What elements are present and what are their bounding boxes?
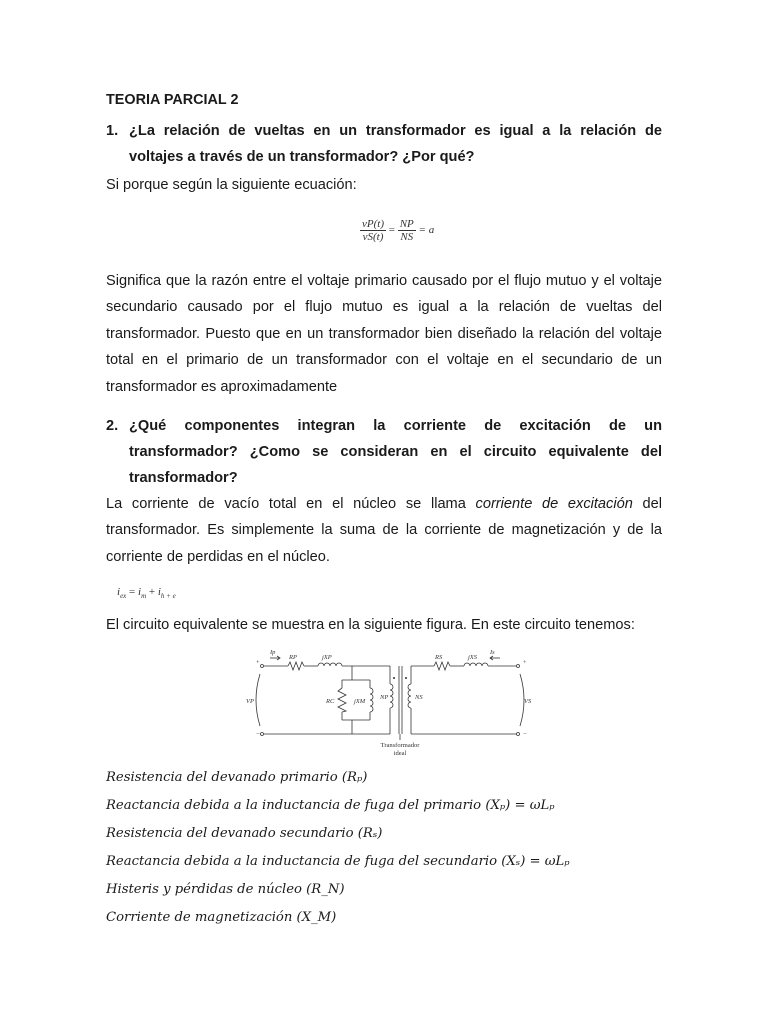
emphasis-term: corriente de excitación: [475, 496, 633, 512]
plus-sign: +: [256, 659, 260, 666]
definition-item: Resistencia del devanado secundario (Rₛ): [106, 826, 383, 841]
equivalent-circuit-diagram: [244, 640, 534, 758]
definition-item: Reactancia debida a la inductancia de fuga del primario (Xₚ) = ωLₚ: [106, 798, 555, 813]
answer-intro: Si porque según la siguiente ecuación:: [106, 177, 357, 193]
definition-item: Reactancia debida a la inductancia de fuga del secundario (Xₛ) = ωLₚ: [106, 854, 570, 869]
paragraph-line: corriente de perdidas en el núcleo.: [106, 548, 330, 565]
paragraph-line: total en el primario de un transformador con el voltaje en el secundario de un: [106, 352, 662, 369]
vp-label: VP: [246, 698, 254, 705]
rc-label: RC: [326, 698, 335, 705]
voltage-ratio-equation: $\frac{vP(t)}{vS(t)}$ = $\frac{NP}{NS}$ = a: [362, 218, 435, 243]
question-line: ¿La relación de vueltas en un transformador es igual a la relación de: [129, 123, 662, 139]
question-number: 2.: [106, 418, 119, 434]
question-line: transformador? ¿Como se consideran en el circuito equivalente del: [129, 444, 662, 460]
ns-label: NS: [415, 694, 423, 701]
equation-rhs: = a: [418, 224, 435, 237]
plus-sign: +: [523, 659, 527, 666]
ideal-transformer-caption: Transformador: [380, 742, 420, 749]
question-1: [106, 118, 662, 170]
xp-label: jXP: [322, 654, 332, 661]
definitions-list: [106, 764, 570, 932]
eq-subscript: ex: [120, 592, 127, 601]
numerator: vP(t): [362, 218, 384, 230]
eq-term: i: [117, 586, 121, 598]
question-line: transformador?: [129, 470, 238, 486]
question-line: ¿Qué componentes integran la corriente de excitación de un: [129, 418, 662, 434]
question-2: [106, 413, 662, 491]
vs-label: VS: [524, 698, 532, 705]
numerator: NP: [399, 218, 414, 230]
current-ip-label: Ip: [270, 649, 276, 656]
question-line: voltajes a través de un transformador? ¿Por qué?: [129, 149, 475, 165]
xm-label: jXM: [354, 698, 366, 705]
text-run: La corriente de vacío total en el núcleo se llama: [106, 496, 476, 512]
denominator: vS(t): [362, 231, 384, 243]
rs-label: RS: [435, 654, 443, 661]
eq-term: i: [157, 586, 161, 598]
eq-subscript: h + e: [160, 592, 176, 601]
paragraph-line: [106, 491, 662, 517]
eq-term: i: [138, 586, 142, 598]
paragraph-line: secundario causado por el flujo mutuo es igual a la relación de vueltas del: [106, 299, 662, 316]
rp-label: RP: [289, 654, 297, 661]
question-number: 1.: [106, 123, 119, 139]
denominator: NS: [400, 231, 414, 243]
definition-item: Histeris y pérdidas de núcleo (R_N): [106, 882, 345, 897]
minus-sign: −: [523, 731, 527, 738]
circuit-intro: El circuito equivalente se muestra en la siguiente figura. En este circuito tenemos:: [106, 617, 635, 633]
fraction: [398, 218, 416, 243]
answer-1-body: [106, 268, 662, 400]
minus-sign: −: [256, 731, 260, 738]
page-title: TEORIA PARCIAL 2: [106, 92, 239, 108]
np-label: NP: [380, 694, 389, 701]
fraction: [360, 218, 386, 243]
paragraph-line: transformador. Es simplemente la suma de la corriente de magnetización y de la: [106, 522, 662, 539]
text-run: del: [632, 496, 662, 512]
eq-subscript: m: [141, 592, 147, 601]
xs-label: jXS: [468, 654, 478, 661]
ideal-transformer-caption: ideal: [393, 750, 407, 757]
paragraph-line: Significa que la razón entre el voltaje primario causado por el flujo mutuo y el voltaje: [106, 273, 662, 289]
answer-2-body: [106, 491, 662, 570]
paragraph-line: transformador es aproximadamente: [106, 378, 338, 395]
excitation-current-equation: $i_{ex} = i_m + i_{h + e}$: [117, 586, 176, 601]
current-is-label: Is: [490, 649, 495, 656]
paragraph-line: transformador. Puesto que en un transformador bien diseñado la relación del voltaje: [106, 325, 662, 342]
definition-item: Resistencia del devanado primario (Rₚ): [106, 770, 368, 785]
definition-item: Corriente de magnetización (X_M): [106, 910, 337, 925]
